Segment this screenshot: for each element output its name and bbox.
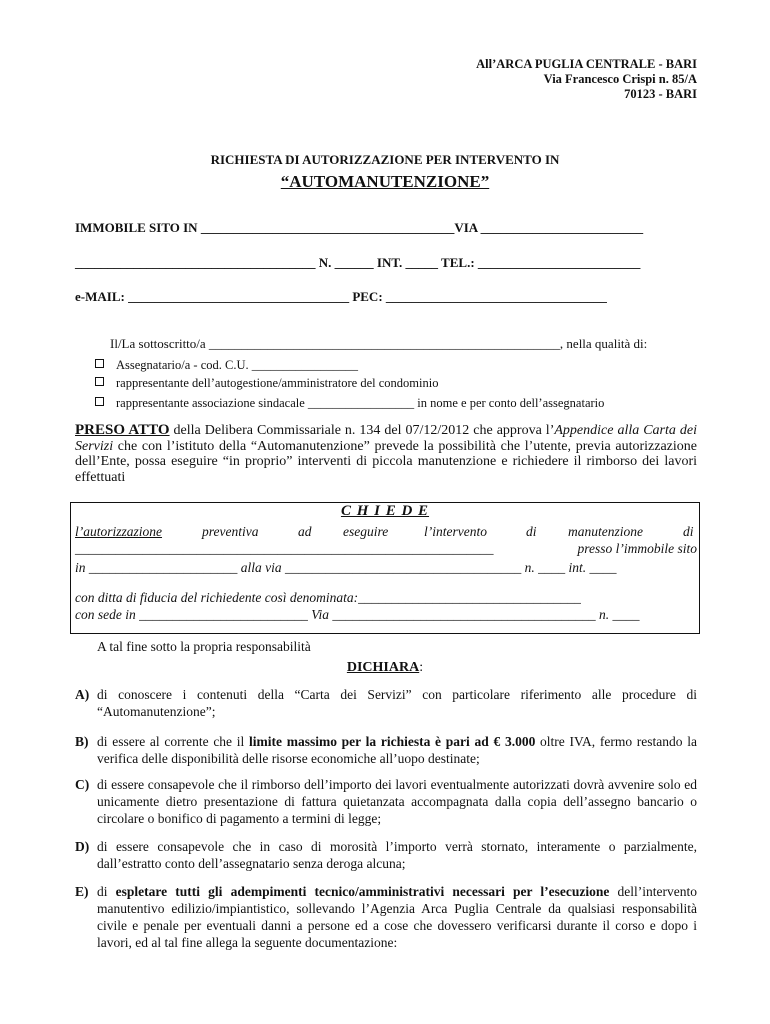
preso-atto-text: della Delibera Commissariale n. 134 del 07/12/2012 che approva l’ (169, 423, 555, 438)
item-text: di conoscere i contenuti della “Carta dei Servizi” con particolare riferimento alle procedure di “Automanutenzione”; (97, 687, 697, 719)
property-location-line[interactable]: IMMOBILE SITO IN _______________________________________VIA _________________________ (75, 220, 644, 235)
property-phrase: presso l’immobile sito (577, 541, 697, 556)
declaration-c (75, 776, 697, 827)
preso-atto-paragraph (75, 423, 697, 485)
checkbox[interactable] (95, 377, 104, 386)
word: l’intervento (424, 524, 487, 539)
declaration-e (75, 883, 697, 951)
item-text: di essere consapevole che il rimborso dell’importo dei lavori eventualmente autorizzati dovrà avvenire solo ed unicamente dietro presentazione di fattura quietanzata accompagnata dalla copia dell’assegno bancario o circolare o bonifico di pagamento a termini di legge; (97, 777, 697, 826)
item-label: C) (75, 777, 90, 792)
option-label: rappresentante dell’autogestione/amministratore del condominio (116, 376, 439, 390)
item-label: B) (75, 734, 89, 749)
preso-atto-text-2: che con l’istituto della “Automanutenzione” prevede la possibilità che l’utente, previa autorizzazione dell’Ente, possa eseguire “in proprio” interventi di piccola manutenzione e richiedere il rimborso dei lavori effettuati (75, 438, 697, 485)
item-label: A) (75, 687, 90, 702)
recipient-address (476, 57, 697, 102)
company-line[interactable]: con ditta di fiducia del richiedente così denominata:_________________________________ (75, 590, 581, 605)
word: eseguire (343, 524, 389, 539)
option-sindacale[interactable] (95, 396, 604, 411)
recipient-city: 70123 - BARI (624, 87, 697, 101)
authorization-word: l’autorizzazione (75, 524, 163, 539)
word: di (526, 524, 537, 539)
spending-limit: limite massimo per la richiesta è pari ad € 3.000 (249, 734, 536, 749)
undersigned-line[interactable]: Il/La sottoscritto/a ______________________________________________________, nella qualità di: (110, 336, 648, 351)
item-text-post: dell’intervento manutentivo edilizio/impiantistico, sollevando l’Agenzia Arca Puglia Centrale da qualsiasi responsabilità civile e penale per eventuali danni a persone ed a cose che dovessero verificarsi durante il corso e dopo i lavori, ed al tal fine allega la seguente documentazione: (97, 884, 697, 950)
option-label: rappresentante associazione sindacale _________________ in nome e per conto dell’assegnatario (116, 396, 605, 410)
recipient-name: All’ARCA PUGLIA CENTRALE - BARI (476, 57, 697, 71)
option-label: Assegnatario/a - cod. C.U. _________________ (116, 358, 358, 372)
chiede-heading: C H I E D E (340, 503, 430, 519)
responsibility-intro: A tal fine sotto la propria responsabilità (97, 639, 311, 654)
declaration-b (75, 733, 697, 767)
item-text (97, 883, 697, 951)
declaration-a (75, 686, 697, 720)
obligations-text: espletare tutti gli adempimenti tecnico/amministrativi necessari per l’esecuzione (115, 884, 610, 899)
word: di (683, 524, 694, 539)
item-text: di essere consapevole che in caso di morosità l’importo verrà stornato, interamente o parzialmente, dall’estratto conto dell’assegnatario senza deroga alcuna; (97, 839, 697, 871)
item-text-pre: di (97, 884, 116, 899)
email-pec-line[interactable]: e-MAIL: __________________________________ PEC: __________________________________ (75, 289, 607, 304)
item-text-pre: di essere al corrente che il (97, 734, 249, 749)
dichiara-heading: DICHIARA (346, 660, 420, 675)
request-title: RICHIESTA DI AUTORIZZAZIONE PER INTERVENTO IN (210, 152, 560, 167)
number-tel-line[interactable]: _____________________________________ N. ______ INT. _____ TEL.: _________________________ (75, 255, 641, 270)
item-label: D) (75, 839, 90, 854)
intervention-blank[interactable]: ______________________________________________________________ (75, 541, 494, 556)
preso-atto-lead: PRESO ATTO (75, 422, 170, 438)
word: preventiva (202, 524, 259, 539)
option-assegnatario[interactable] (95, 358, 358, 373)
word: ad (298, 524, 312, 539)
appendix-reference: Appendice alla Carta dei Servizi (75, 423, 697, 454)
colon: : (419, 660, 424, 675)
checkbox[interactable] (95, 359, 104, 368)
checkbox[interactable] (95, 397, 104, 406)
item-text-post: oltre IVA, fermo restando la verifica delle disponibilità delle risorse economiche all’uopo destinate; (97, 734, 697, 766)
item-text (97, 733, 697, 767)
recipient-street: Via Francesco Crispi n. 85/A (543, 72, 697, 86)
address-line[interactable]: in ______________________ alla via ___________________________________ n. ____ int. ____ (75, 560, 617, 575)
company-address-line[interactable]: con sede in _________________________ Via _______________________________________ n. ____ (75, 607, 640, 622)
dichiara-heading-wrap (0, 660, 770, 676)
request-subtitle: “AUTOMANUTENZIONE” (280, 172, 490, 191)
word: manutenzione (568, 524, 643, 539)
item-label: E) (75, 884, 89, 899)
option-autogestione[interactable] (95, 376, 438, 391)
declaration-d (75, 838, 697, 872)
